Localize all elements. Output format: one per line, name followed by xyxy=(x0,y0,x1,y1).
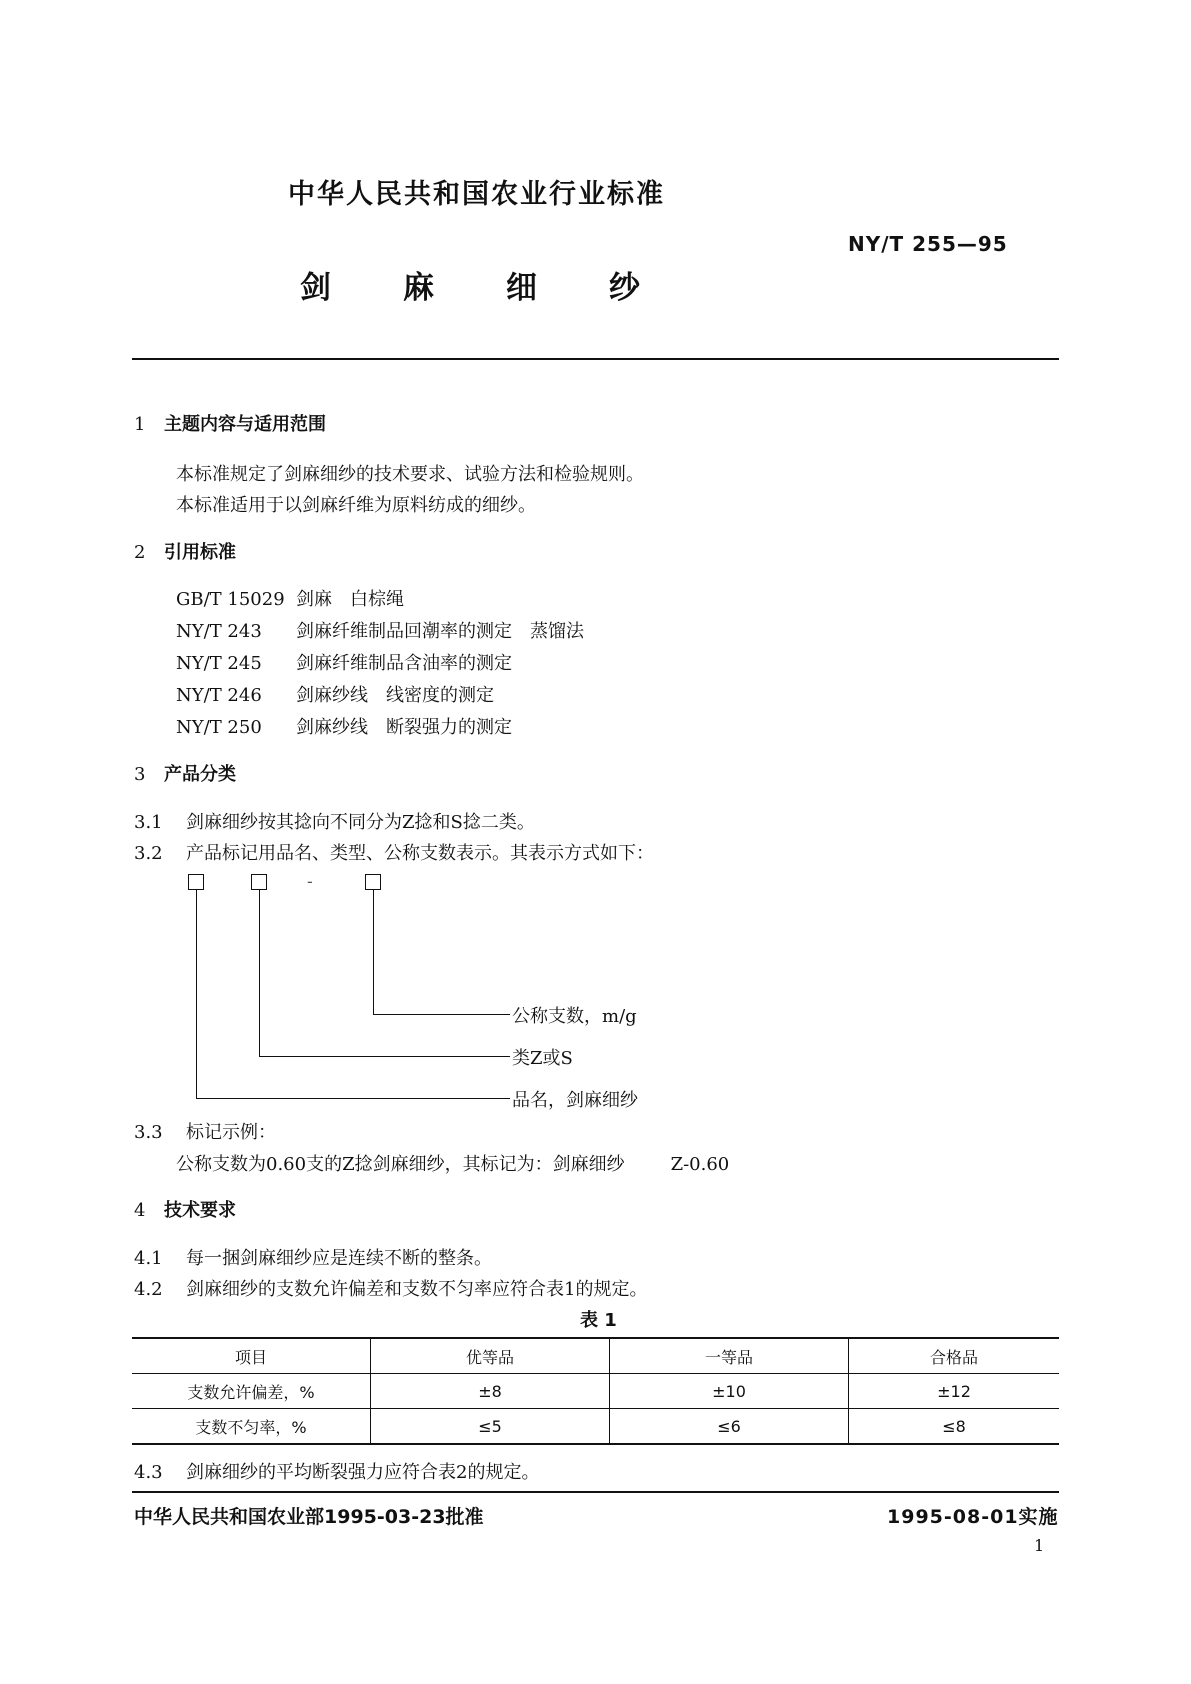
section-title: 技术要求 xyxy=(164,1200,236,1221)
footer-rule xyxy=(132,1491,1059,1493)
standard-org-title: 中华人民共和国农业行业标准 xyxy=(288,179,665,210)
connector-line xyxy=(259,1056,510,1057)
connector-line xyxy=(259,890,260,1056)
approval-line: 中华人民共和国农业部1995-03-23批准 xyxy=(134,1506,484,1528)
table-cell: ±12 xyxy=(849,1374,1060,1409)
reference-item xyxy=(176,681,494,707)
table-caption: 表 1 xyxy=(580,1310,617,1331)
reference-name: 剑麻纱线 断裂强力的测定 xyxy=(296,717,512,738)
section-number: 2 xyxy=(134,542,146,563)
type-box xyxy=(251,874,267,890)
reference-item xyxy=(176,617,584,643)
example-text: 公称支数为0.60支的Z捻剑麻细纱，其标记为：剑麻细纱 xyxy=(176,1154,625,1175)
paragraph: 本标准规定了剑麻细纱的技术要求、试验方法和检验规则。 xyxy=(176,464,644,485)
diagram-label: 公称支数，m/g xyxy=(512,1006,637,1027)
section-heading xyxy=(134,410,326,436)
clause xyxy=(134,1244,492,1270)
reference-code: NY/T 245 xyxy=(176,653,262,674)
clause-number: 3.3 xyxy=(134,1122,163,1143)
reference-code: GB/T 15029 xyxy=(176,589,285,610)
clause-text: 剑麻细纱的支数允许偏差和支数不匀率应符合表1的规定。 xyxy=(186,1279,648,1300)
section-title: 主题内容与适用范围 xyxy=(164,414,326,435)
reference-code: NY/T 243 xyxy=(176,621,262,642)
table-cell: 支数不匀率，% xyxy=(132,1409,371,1445)
clause-text: 产品标记用品名、类型、公称支数表示。其表示方式如下： xyxy=(186,843,654,864)
reference-code: NY/T 250 xyxy=(176,717,262,738)
clause-number: 4.3 xyxy=(134,1462,163,1483)
clause xyxy=(134,1458,539,1484)
section-title: 产品分类 xyxy=(164,764,236,785)
clause-number: 4.1 xyxy=(134,1248,163,1269)
section-heading xyxy=(134,1196,236,1222)
reference-name: 剑麻纤维制品回潮率的测定 蒸馏法 xyxy=(296,621,584,642)
clause-text: 剑麻细纱的平均断裂强力应符合表2的规定。 xyxy=(186,1462,540,1483)
diagram-label: 类Z或S xyxy=(512,1048,573,1069)
clause-number: 4.2 xyxy=(134,1279,163,1300)
section-heading xyxy=(134,538,236,564)
table-cell: ±10 xyxy=(610,1374,849,1409)
standard-code: NY/T 255—95 xyxy=(848,232,1008,256)
table-cell: ±8 xyxy=(371,1374,610,1409)
clause xyxy=(134,808,535,834)
clause xyxy=(134,1118,276,1144)
table-header-row xyxy=(132,1338,1059,1374)
reference-item xyxy=(176,585,404,611)
table-cell: ≤8 xyxy=(849,1409,1060,1445)
clause xyxy=(134,839,654,865)
reference-name: 剑麻 白棕绳 xyxy=(296,589,404,610)
data-table xyxy=(132,1337,1059,1445)
section-title: 引用标准 xyxy=(164,542,236,563)
section-number: 3 xyxy=(134,764,146,785)
document-title: 剑麻细纱 xyxy=(300,270,712,306)
effective-date: 1995-08-01实施 xyxy=(887,1506,1059,1528)
table-row xyxy=(132,1409,1059,1445)
clause-text: 标记示例： xyxy=(186,1122,276,1143)
example-mark: Z-0.60 xyxy=(670,1154,730,1175)
count-box xyxy=(365,874,381,890)
header-rule xyxy=(132,358,1059,360)
clause-number: 3.2 xyxy=(134,843,163,864)
table-cell: ≤6 xyxy=(610,1409,849,1445)
reference-item xyxy=(176,649,512,675)
reference-name: 剑麻纱线 线密度的测定 xyxy=(296,685,494,706)
page-number: 1 xyxy=(1034,1536,1045,1555)
section-number: 4 xyxy=(134,1200,146,1221)
table-header-cell: 优等品 xyxy=(371,1338,610,1374)
name-box xyxy=(188,874,204,890)
reference-item xyxy=(176,713,512,739)
table-header-cell: 一等品 xyxy=(610,1338,849,1374)
reference-code: NY/T 246 xyxy=(176,685,262,706)
connector-line xyxy=(196,1098,510,1099)
clause-text: 每一捆剑麻细纱应是连续不断的整条。 xyxy=(186,1248,492,1269)
table-row xyxy=(132,1374,1059,1409)
paragraph: 本标准适用于以剑麻纤维为原料纺成的细纱。 xyxy=(176,495,536,516)
diagram-label: 品名，剑麻细纱 xyxy=(512,1090,638,1111)
reference-name: 剑麻纤维制品含油率的测定 xyxy=(296,653,512,674)
clause-number: 3.1 xyxy=(134,812,163,833)
section-heading xyxy=(134,760,236,786)
clause-text: 剑麻细纱按其捻向不同分为Z捻和S捻二类。 xyxy=(186,812,535,833)
clause xyxy=(134,1275,647,1301)
connector-line xyxy=(373,890,374,1014)
table-header-cell: 合格品 xyxy=(849,1338,1060,1374)
table-header-cell: 项目 xyxy=(132,1338,371,1374)
connector-line xyxy=(196,890,197,1098)
dash-separator: - xyxy=(307,872,313,892)
section-number: 1 xyxy=(134,414,146,435)
example-line xyxy=(176,1150,729,1176)
table-cell: ≤5 xyxy=(371,1409,610,1445)
connector-line xyxy=(373,1014,510,1015)
table-cell: 支数允许偏差，% xyxy=(132,1374,371,1409)
